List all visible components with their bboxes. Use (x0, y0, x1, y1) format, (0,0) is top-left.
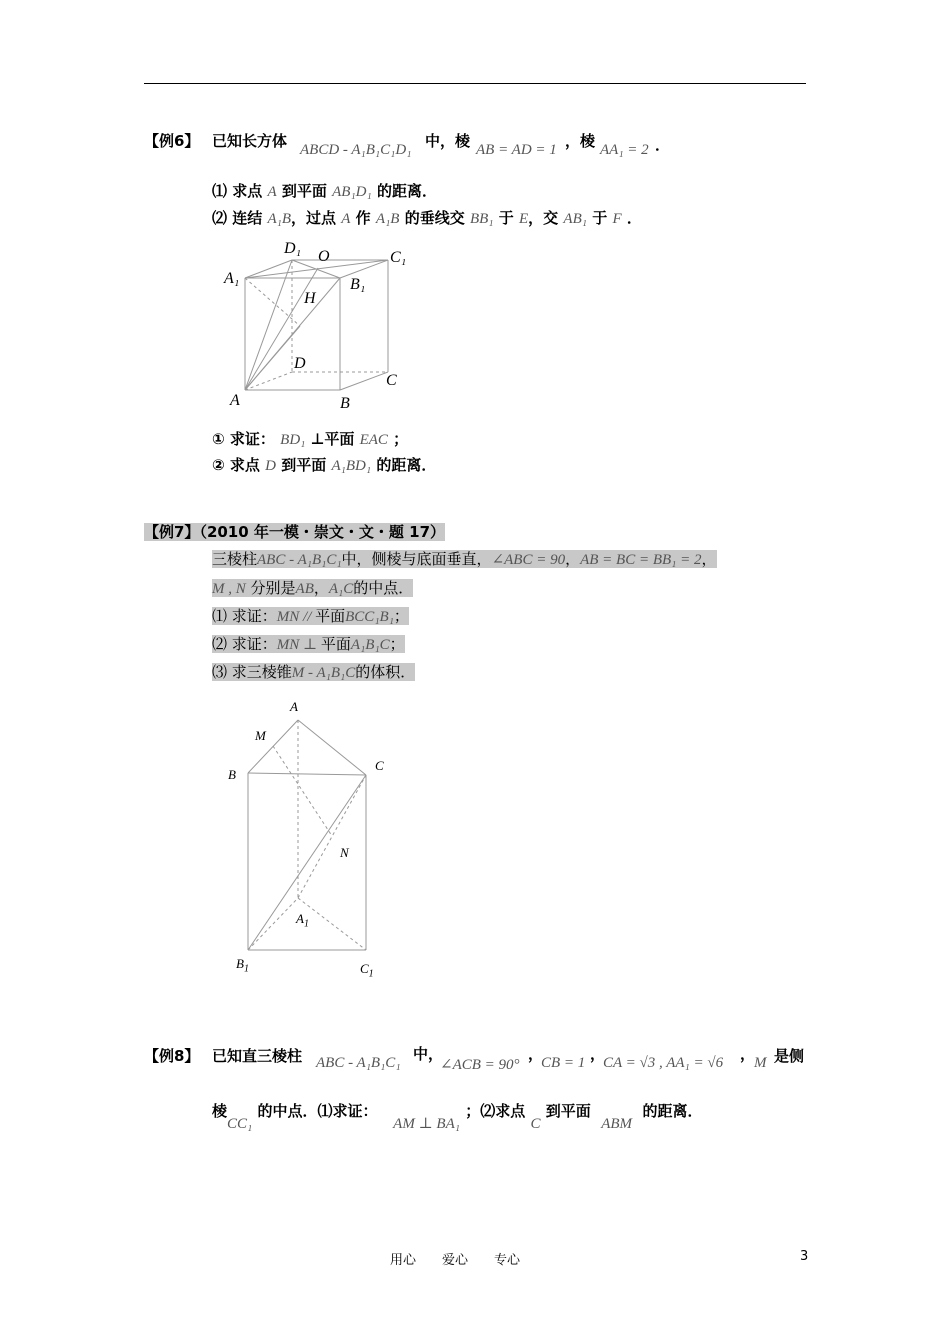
example-6-eq1: AB = AD = 1 (476, 142, 557, 158)
example-6-intro: 已知长方体 (212, 132, 288, 150)
example-8-punct-3: ， (740, 1045, 756, 1063)
example-7-header: 【例7】（2010 年一模・崇文・文・题 17） (144, 523, 446, 541)
example-6-eq2: AA₁ = 2 (600, 142, 649, 158)
example-8-punct-1: ， (528, 1045, 544, 1063)
label-h: H (304, 290, 316, 307)
example-7-line-3: ⑴ 求证：MN // 平面BCC₁B₁； (212, 607, 409, 625)
label-b1: B₁ (350, 276, 366, 293)
example-6-question-1: ⑴ 求点 A 到平面 AB₁D₁ 的距离． (212, 182, 437, 200)
example-8-end: 是侧 (774, 1047, 805, 1065)
example-7-line-2: M , N 分别是AB，A₁C的中点． (212, 579, 414, 597)
example-6-solid: ABCD - A₁B₁C₁D₁ (300, 142, 412, 158)
label-d1: D₁ (284, 240, 302, 257)
prism-label-c1: $C_1$ (360, 961, 374, 980)
page-number: 3 (800, 1249, 809, 1264)
prism-label-b: B (228, 767, 236, 782)
example-6-mid: 中，棱 (425, 132, 471, 150)
example-8-cond-4: M (754, 1055, 767, 1071)
label-b: B (340, 395, 350, 412)
example-6-sub-1: ① 求证： BD₁ ⊥平面 EAC ； (212, 430, 409, 448)
prism-label-n: N (340, 845, 349, 860)
example-6-sub-2: ② 求点 D 到平面 A₁BD₁ 的距离． (212, 456, 437, 474)
example-8-line-2: 棱CC₁ 的中点．⑴求证： AM ⊥ BA₁ ；⑵求点 C 到平面 ABM 的距离． (212, 1102, 703, 1132)
example-6-mid2: ，棱 (565, 132, 596, 150)
prism-label-b1: $B_1$ (236, 956, 249, 975)
example-8-solid: ABC - A₁B₁C₁ (316, 1055, 401, 1071)
example-8-intro: 已知直三棱柱 (212, 1047, 303, 1065)
example-8-label: 【例8】 (144, 1047, 200, 1065)
label-o: O (318, 248, 330, 265)
prism-label-c: C (375, 758, 384, 773)
label-d: D (294, 355, 306, 372)
example-6-end: ． (655, 136, 671, 154)
example-8-cond-2: CB = 1 (541, 1055, 586, 1071)
example-8-cond-3: CA = √3 , AA₁ = √6 (603, 1055, 724, 1071)
example-8-cond-1: ∠ACB = 90° (440, 1057, 520, 1073)
example-6-label: 【例6】 (144, 132, 200, 150)
label-a1: A₁ (224, 270, 240, 287)
example-7-line-5: ⑶ 求三棱锥M - A₁B₁C的体积． (212, 663, 416, 681)
prism-label-m: M (255, 728, 266, 743)
label-a: A (230, 392, 240, 409)
label-c1: C₁ (390, 249, 407, 266)
footer-motto: 用心 爱心 专心 (390, 1253, 521, 1268)
label-c: C (386, 372, 397, 389)
example-6-question-2: ⑵ 连结 A₁B，过点 A 作 A₁B 的垂线交 BB₁ 于 E，交 AB₁ 于 F ． (212, 209, 642, 227)
prism-label-a1: $A_1$ (296, 911, 309, 930)
example-7-line-4: ⑵ 求证：MN ⊥ 平面A₁B₁C； (212, 635, 405, 653)
example-7-line-1: 三棱柱ABC - A₁B₁C₁中，侧棱与底面垂直，∠ABC = 90，AB = BC = BB₁ = 2， (212, 550, 717, 568)
example-8-mid: 中， (413, 1045, 444, 1063)
example-8-punct-2: ， (590, 1045, 606, 1063)
prism-label-a: A (290, 699, 298, 714)
